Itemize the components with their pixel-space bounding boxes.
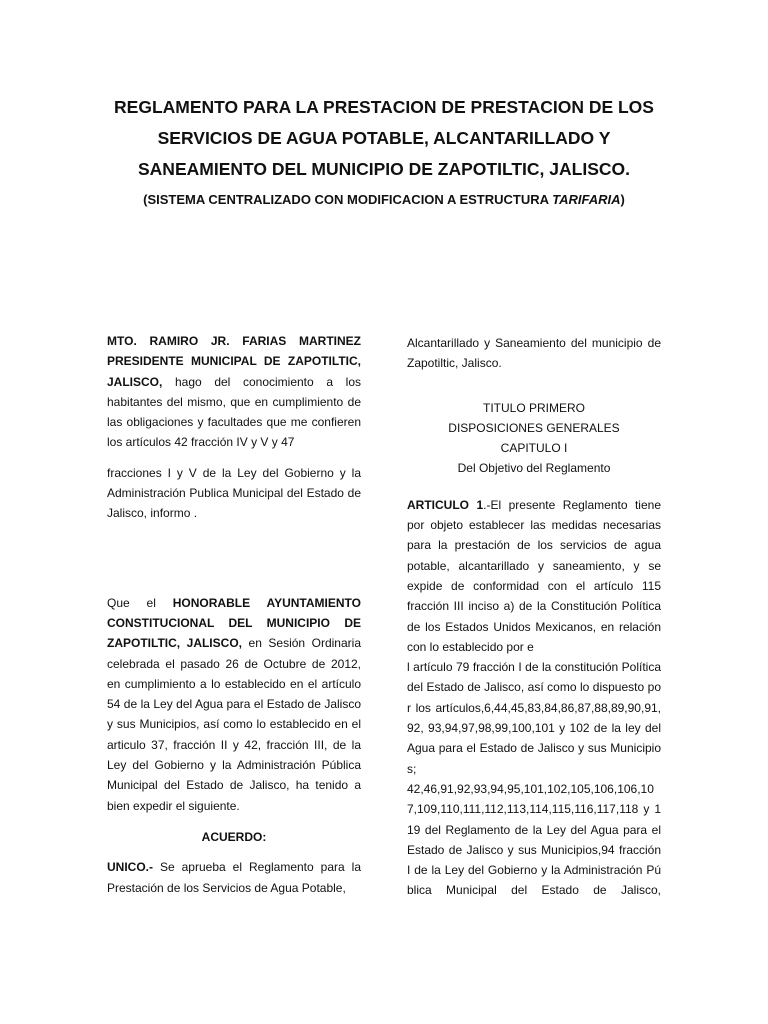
title-line: SANEAMIENTO DEL MUNICIPIO DE ZAPOTILTIC, JALISCO. [138,159,630,179]
subtitle-close: ) [620,192,625,207]
title-line: SERVICIOS DE AGUA POTABLE, ALCANTARILLADO Y [157,128,611,148]
article-1-references: 42,46,91,92,93,94,95,101,102,105,106,106,107,109,110,111,112,113,114,115,116,117,118 y 119 del Reglamento de la Ley del Agua para el Estado de Jalisco y sus Municipios,94 fracción I de la Ley del Gobierno y la Administración Pública Municipal del Estado de Jalisco, [407,781,661,898]
right-column [407,333,661,901]
continuation-paragraph: Alcantarillado y Saneamiento del municipio de Zapotiltic, Jalisco. [407,336,661,371]
left-column [107,331,361,898]
article-text: .-El presente Reglamento tiene por objeto establecer las medidas necesarias para la prestación de los servicios de agua potable, alcantarillado y saneamiento, y se expide de conformidad con el artículo 115 fracción III inciso a) de la Constitución Política de los Estados Unidos Mexicanos, en relación con lo establecido por e [407,497,661,654]
chapter-heading: CAPITULO I [500,441,568,456]
chapter-subtitle: Del Objetivo del Reglamento [457,461,611,476]
title-line: REGLAMENTO PARA LA PRESTACION DE PRESTACION DE LOS [114,97,654,117]
document-subtitle [80,191,688,209]
subtitle-text: (SISTEMA CENTRALIZADO CON MODIFICACION A ESTRUCTURA [143,192,553,207]
unico-label: UNICO.- [107,860,153,875]
subtitle-italic: TARIFARIA [552,192,621,207]
article-1-paragraph [407,495,661,657]
president-name: MTO. RAMIRO JR. FARIAS MARTINEZ PRESIDENTE MUNICIPAL DE ZAPOTILTIC, [107,334,361,369]
session-paragraph [107,593,361,816]
session-lead: Que el [107,595,173,610]
section-heading: DISPOSICIONES GENERALES [448,420,620,435]
intro-text: hago del conocimiento a los habitantes del mismo, que en cumplimiento de las obligaciones y facultades que me confieren los artículos 42 fracción IV y V y 47 [107,374,361,450]
session-text: en Sesión Ordinaria celebrada el pasado 26 de Octubre de 2012, en cumplimiento a lo establecido en el artículo 54 de la Ley del Agua para el Estado de Jalisco y sus Municipios, así como lo establecido en el articulo 37, fracción II y 42, fracción III, de la Ley del Gobierno y la Administración Pública Municipal del Estado de Jalisco, ha tenido a bien expedir el siguiente. [107,636,361,813]
article-label: ARTICULO 1 [407,497,484,512]
intro-paragraph [107,331,361,453]
title-heading: TITULO PRIMERO [482,400,585,415]
ayuntamiento-name: HONORABLE AYUNTAMIENTO CONSTITUCIONAL DEL MUNICIPIO DE ZAPOTILTIC, JALISCO, [107,595,361,651]
acuerdo-heading: ACUERDO: [201,829,267,844]
article-1-continuation: l artículo 79 fracción I de la constitución Política del Estado de Jalisco, así como lo dispuesto por los artículos,6,44,45,83,84,86,87,88,89,90,91,92, 93,94,97,98,99,100,101 y 102 de la ley del Agua para el Estado de Jalisco y sus Municipios; [407,660,661,776]
state-name: JALISCO, [107,374,163,389]
intro-continuation: fracciones I y V de la Ley del Gobierno y la Administración Publica Municipal del Estado de Jalisco, informo . [107,465,361,521]
document-title [80,92,688,185]
unico-paragraph [107,857,361,898]
unico-text: Se aprueba el Reglamento para la Prestación de los Servicios de Agua Potable, [107,860,361,895]
